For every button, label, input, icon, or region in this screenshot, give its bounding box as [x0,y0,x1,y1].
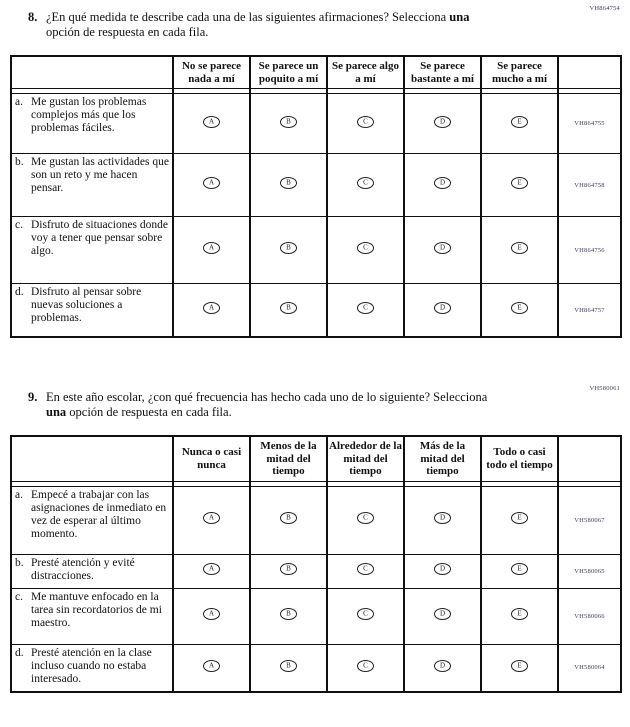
question-8-prompt [28,4,620,40]
row-letter: b. [15,556,24,569]
row-letter: a. [15,488,23,501]
q9-row-c-option-cell [481,588,558,644]
question-8 [10,4,620,338]
response-bubble-b[interactable]: B [280,177,297,189]
q9-row-a-option-cell [250,486,327,554]
response-bubble-e[interactable]: E [511,177,528,189]
q8-row-b [11,154,621,217]
row-letter: d. [15,286,24,298]
q9-row-b-option-cell [327,554,404,588]
question-9-code: VH580061 [589,385,620,392]
q9-row-a-option-cell [173,486,250,554]
q9-row-b-option-cell [250,554,327,588]
row-statement-text: Disfruto de situaciones donde voy a tener que pensar sobre algo. [31,219,169,257]
response-bubble-d[interactable]: D [434,177,451,189]
q9-row-a-code: VH580067 [558,486,621,554]
response-bubble-b[interactable]: B [280,512,297,524]
q9-row-c-option-cell [173,588,250,644]
response-bubble-d[interactable]: D [434,242,451,254]
q8-row-c-option-cell [173,217,250,284]
response-table-q9 [10,435,622,693]
question-8-code: VH864754 [589,5,620,12]
q9-row-b-option-cell [481,554,558,588]
q8-row-a-option-cell [404,94,481,154]
q9-row-c-option-cell [250,588,327,644]
q9-empty-statement-header [11,436,173,481]
q8-empty-code-header [558,56,621,89]
q8-row-c [11,217,621,284]
q8-row-d-option-cell [404,284,481,338]
q8-row-b-option-cell [481,154,558,217]
row-statement-text: Disfruto al pensar sobre nuevas soluciones a problemas. [31,286,142,324]
q9-row-a-option-cell [327,486,404,554]
question-8-line1: ¿En qué medida te describe cada una de las siguientes afirmaciones? Selecciona una [46,10,470,24]
q8-row-a [11,94,621,154]
q8-row-a-option-cell [481,94,558,154]
response-bubble-c[interactable]: C [357,242,374,254]
question-9-line2: una opción de respuesta en cada fila. [46,405,232,419]
q8-row-a-option-cell [327,94,404,154]
q9-row-d-code: VH580064 [558,644,621,692]
response-bubble-b[interactable]: B [280,242,297,254]
response-bubble-c[interactable]: C [357,660,374,672]
response-bubble-a[interactable]: A [203,302,220,314]
row-statement-text: Me mantuve enfocado en la tarea sin recordatorios de mi maestro. [31,590,162,629]
q8-row-b-statement [11,154,173,217]
response-table-q8 [10,55,622,338]
row-statement-text: Me gustan los problemas complejos más que los problemas fáciles. [31,96,147,134]
response-bubble-a[interactable]: A [203,116,220,128]
q8-empty-statement-header [11,56,173,89]
response-bubble-a[interactable]: A [203,242,220,254]
question-8-text [46,10,566,40]
row-statement-text: Empecé a trabajar con las asignaciones de inmediato en vez de esperar al último momento. [31,488,167,540]
response-bubble-a[interactable]: A [203,563,220,575]
q8-row-b-option-cell [250,154,327,217]
q9-column-header-5: Todo o casi todo el tiempo [481,436,558,481]
response-bubble-e[interactable]: E [511,563,528,575]
q8-column-header-4: Se parece bastante a mí [404,56,481,89]
q8-row-b-option-cell [404,154,481,217]
q9-row-a-option-cell [481,486,558,554]
q9-row-d-option-cell [173,644,250,692]
q9-row-c-code: VH580066 [558,588,621,644]
q9-row-b-option-cell [404,554,481,588]
response-bubble-a[interactable]: A [203,608,220,620]
q8-row-d-option-cell [250,284,327,338]
response-bubble-a[interactable]: A [203,177,220,189]
q9-row-d-option-cell [481,644,558,692]
response-bubble-b[interactable]: B [280,302,297,314]
question-9 [10,384,620,693]
q8-row-d-option-cell [327,284,404,338]
q9-row-b-statement [11,554,173,588]
response-bubble-e[interactable]: E [511,242,528,254]
q8-row-c-option-cell [481,217,558,284]
question-9-number: 9. [28,390,38,404]
row-letter: c. [15,590,23,603]
response-bubble-e[interactable]: E [511,512,528,524]
response-bubble-c[interactable]: C [357,608,374,620]
q8-row-c-code: VH864756 [558,217,621,284]
q9-row-b-code: VH580065 [558,554,621,588]
q8-row-b-code: VH864758 [558,154,621,217]
q9-empty-code-header [558,436,621,481]
response-bubble-a[interactable]: A [203,660,220,672]
q8-column-header-3: Se parece algo a mí [327,56,404,89]
question-9-prompt [28,384,620,420]
response-bubble-d[interactable]: D [434,302,451,314]
question-8-number: 8. [28,10,38,24]
response-bubble-b[interactable]: B [280,608,297,620]
response-bubble-c[interactable]: C [357,302,374,314]
q8-row-a-code: VH864755 [558,94,621,154]
q8-row-d-option-cell [481,284,558,338]
q8-row-d [11,284,621,338]
row-statement-text: Presté atención en la clase incluso cuando no estaba interesado. [31,646,152,685]
q9-column-header-1: Nunca o casi nunca [173,436,250,481]
row-statement-text: Presté atención y evité distracciones. [31,556,135,582]
q8-row-c-option-cell [404,217,481,284]
q9-row-c-option-cell [327,588,404,644]
q8-header-row [11,56,621,89]
response-bubble-a[interactable]: A [203,512,220,524]
q9-row-d-statement [11,644,173,692]
response-bubble-e[interactable]: E [511,116,528,128]
question-8-line2: opción de respuesta en cada fila. [46,25,209,39]
response-bubble-c[interactable]: C [357,512,374,524]
q9-column-header-2: Menos de la mitad del tiempo [250,436,327,481]
response-bubble-b[interactable]: B [280,660,297,672]
q9-row-c [11,588,621,644]
q9-row-d [11,644,621,692]
response-bubble-d[interactable]: D [434,608,451,620]
row-letter: c. [15,219,23,231]
q9-row-d-option-cell [250,644,327,692]
q8-row-d-option-cell [173,284,250,338]
row-statement-text: Me gustan las actividades que son un reto y me hacen pensar. [31,156,169,194]
q9-row-c-option-cell [404,588,481,644]
row-letter: b. [15,156,24,168]
q8-column-header-5: Se parece mucho a mí [481,56,558,89]
q8-row-d-statement [11,284,173,338]
response-bubble-e[interactable]: E [511,608,528,620]
response-bubble-e[interactable]: E [511,660,528,672]
q8-row-d-code: VH864757 [558,284,621,338]
row-letter: a. [15,96,23,108]
q9-row-d-option-cell [327,644,404,692]
response-bubble-c[interactable]: C [357,177,374,189]
q9-row-a [11,486,621,554]
response-bubble-e[interactable]: E [511,302,528,314]
q8-row-c-statement [11,217,173,284]
q9-row-d-option-cell [404,644,481,692]
q8-row-a-option-cell [173,94,250,154]
q8-row-b-option-cell [173,154,250,217]
response-bubble-d[interactable]: D [434,116,451,128]
q9-header-row [11,436,621,481]
q9-row-c-statement [11,588,173,644]
response-bubble-c[interactable]: C [357,116,374,128]
q8-row-a-option-cell [250,94,327,154]
question-9-text [46,390,566,420]
q9-row-a-option-cell [404,486,481,554]
q9-column-header-4: Más de la mitad del tiempo [404,436,481,481]
q8-column-header-1: No se parece nada a mí [173,56,250,89]
response-bubble-b[interactable]: B [280,563,297,575]
q9-row-b-option-cell [173,554,250,588]
q9-row-b [11,554,621,588]
response-bubble-d[interactable]: D [434,512,451,524]
row-letter: d. [15,646,24,659]
question-9-line1: En este año escolar, ¿con qué frecuencia has hecho cada uno de lo siguiente? Selecciona [46,390,488,404]
response-bubble-b[interactable]: B [280,116,297,128]
response-bubble-c[interactable]: C [357,563,374,575]
q8-row-b-option-cell [327,154,404,217]
response-bubble-d[interactable]: D [434,563,451,575]
q8-row-c-option-cell [250,217,327,284]
q9-column-header-3: Alrededor de la mitad del tiempo [327,436,404,481]
q8-row-c-option-cell [327,217,404,284]
q9-row-a-statement [11,486,173,554]
response-bubble-d[interactable]: D [434,660,451,672]
q8-column-header-2: Se parece un poquito a mí [250,56,327,89]
q8-row-a-statement [11,94,173,154]
